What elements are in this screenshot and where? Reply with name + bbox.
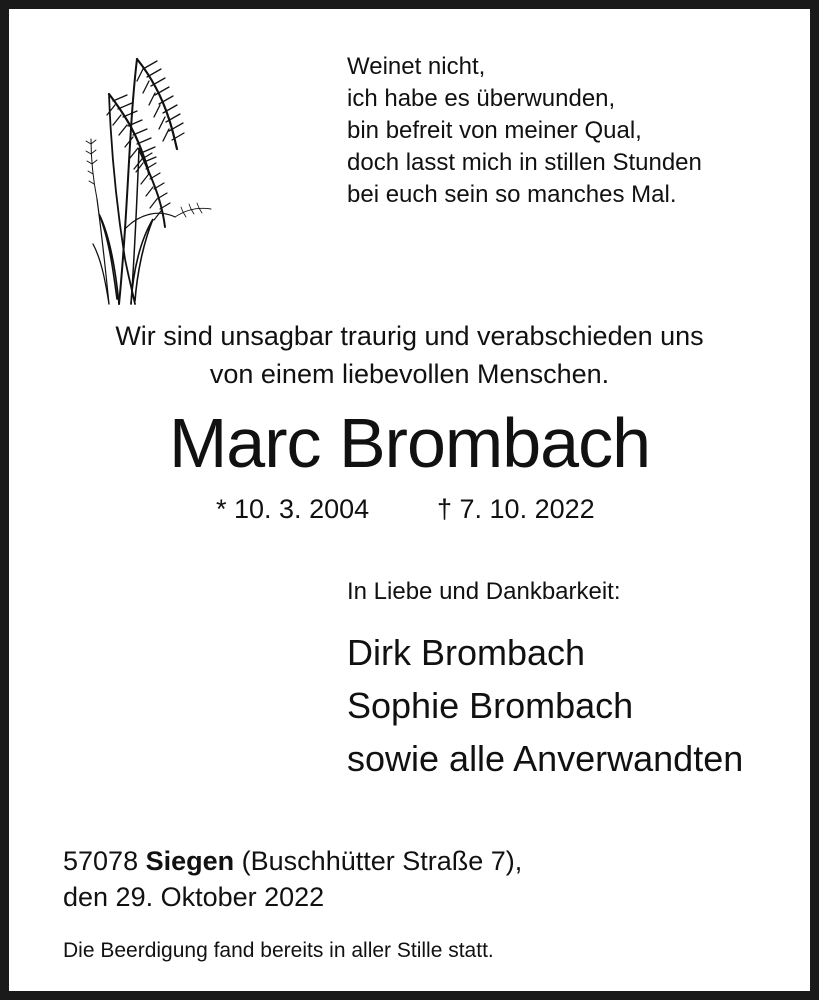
poem-line: bei euch sein so manches Mal. xyxy=(347,181,677,208)
mourner-name: sowie alle Anverwandten xyxy=(347,738,744,779)
poem-line: ich habe es überwunden, xyxy=(347,85,616,112)
thanks-line: In Liebe und Dankbarkeit: xyxy=(347,578,621,605)
birth-date: * 10. 3. 2004 xyxy=(216,494,370,524)
poem-line: Weinet nicht, xyxy=(347,53,486,80)
city: Siegen xyxy=(145,846,235,876)
address-line xyxy=(63,843,522,879)
intro-text xyxy=(9,317,810,393)
intro-line-1: Wir sind unsagbar traurig und verabschieden uns xyxy=(115,321,704,351)
street: (Buschhütter Straße 7), xyxy=(241,846,523,876)
death-date: † 7. 10. 2022 xyxy=(437,494,595,524)
poem-line: doch lasst mich in stillen Stunden xyxy=(347,149,702,176)
deceased-name: Marc Brombach xyxy=(168,404,651,482)
burial-note: Die Beerdigung fand bereits in aller Stille statt. xyxy=(63,939,494,962)
intro-line-2: von einem liebevollen Menschen. xyxy=(209,359,610,389)
poem xyxy=(347,51,702,211)
mourner-name: Dirk Brombach xyxy=(347,632,586,673)
date-line: den 29. Oktober 2022 xyxy=(63,882,325,912)
postcode: 57078 xyxy=(63,846,139,876)
mourner-name: Sophie Brombach xyxy=(347,685,634,726)
wheat-ears-icon xyxy=(79,49,219,307)
poem-line: bin befreit von meiner Qual, xyxy=(347,117,642,144)
